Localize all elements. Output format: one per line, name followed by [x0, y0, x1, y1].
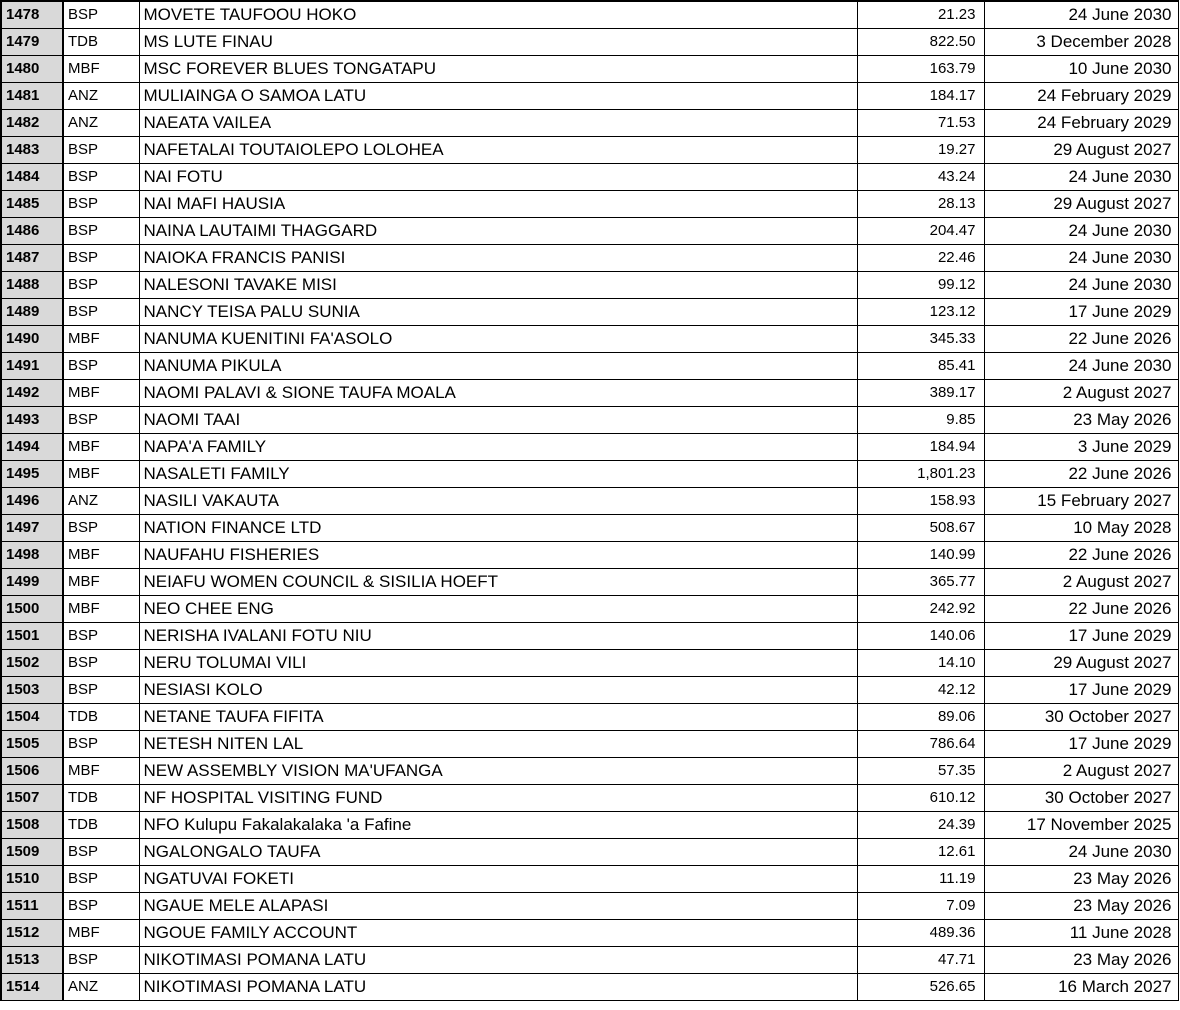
- bank-code-cell: BSP: [63, 893, 139, 920]
- account-name-cell: MULIAINGA O SAMOA LATU: [139, 83, 857, 110]
- table-row: [1, 407, 1178, 434]
- account-name-cell: NALESONI TAVAKE MISI: [139, 272, 857, 299]
- account-name-cell: NGATUVAI FOKETI: [139, 866, 857, 893]
- amount-cell: 19.27: [857, 137, 984, 164]
- row-number-cell: 1486: [1, 218, 63, 245]
- bank-code-cell: MBF: [63, 380, 139, 407]
- table-row: [1, 272, 1178, 299]
- row-number-cell: 1501: [1, 623, 63, 650]
- amount-cell: 1,801.23: [857, 461, 984, 488]
- amount-cell: 9.85: [857, 407, 984, 434]
- table-row: [1, 461, 1178, 488]
- date-cell: 24 June 2030: [984, 245, 1178, 272]
- table-row: [1, 488, 1178, 515]
- row-number-cell: 1508: [1, 812, 63, 839]
- date-cell: 24 February 2029: [984, 110, 1178, 137]
- row-number-cell: 1489: [1, 299, 63, 326]
- bank-code-cell: BSP: [63, 866, 139, 893]
- account-name-cell: NANCY TEISA PALU SUNIA: [139, 299, 857, 326]
- account-name-cell: NASILI VAKAUTA: [139, 488, 857, 515]
- table-row: [1, 29, 1178, 56]
- account-name-cell: NANUMA KUENITINI FA'ASOLO: [139, 326, 857, 353]
- account-name-cell: NIKOTIMASI POMANA LATU: [139, 974, 857, 1001]
- table-row: [1, 758, 1178, 785]
- bank-code-cell: BSP: [63, 245, 139, 272]
- table-row: [1, 515, 1178, 542]
- bank-code-cell: MBF: [63, 326, 139, 353]
- bank-code-cell: BSP: [63, 677, 139, 704]
- bank-code-cell: MBF: [63, 461, 139, 488]
- amount-cell: 11.19: [857, 866, 984, 893]
- date-cell: 30 October 2027: [984, 785, 1178, 812]
- amount-cell: 489.36: [857, 920, 984, 947]
- account-name-cell: NEO CHEE ENG: [139, 596, 857, 623]
- amount-cell: 163.79: [857, 56, 984, 83]
- account-name-cell: NAOMI PALAVI & SIONE TAUFA MOALA: [139, 380, 857, 407]
- table-row: [1, 596, 1178, 623]
- date-cell: 22 June 2026: [984, 596, 1178, 623]
- account-name-cell: NAIOKA FRANCIS PANISI: [139, 245, 857, 272]
- table-row: [1, 245, 1178, 272]
- bank-code-cell: BSP: [63, 731, 139, 758]
- row-number-cell: 1480: [1, 56, 63, 83]
- date-cell: 15 February 2027: [984, 488, 1178, 515]
- bank-code-cell: MBF: [63, 569, 139, 596]
- table-row: [1, 164, 1178, 191]
- table-row: [1, 191, 1178, 218]
- bank-code-cell: BSP: [63, 650, 139, 677]
- account-name-cell: MSC FOREVER BLUES TONGATAPU: [139, 56, 857, 83]
- date-cell: 17 June 2029: [984, 731, 1178, 758]
- amount-cell: 822.50: [857, 29, 984, 56]
- table-row: [1, 731, 1178, 758]
- bank-code-cell: TDB: [63, 704, 139, 731]
- date-cell: 17 November 2025: [984, 812, 1178, 839]
- date-cell: 2 August 2027: [984, 569, 1178, 596]
- date-cell: 24 June 2030: [984, 164, 1178, 191]
- amount-cell: 242.92: [857, 596, 984, 623]
- date-cell: 16 March 2027: [984, 974, 1178, 1001]
- row-number-cell: 1487: [1, 245, 63, 272]
- date-cell: 23 May 2026: [984, 893, 1178, 920]
- table-row: [1, 434, 1178, 461]
- table-row: [1, 920, 1178, 947]
- row-number-cell: 1492: [1, 380, 63, 407]
- date-cell: 24 June 2030: [984, 218, 1178, 245]
- date-cell: 24 June 2030: [984, 1, 1178, 29]
- account-name-cell: NAPA'A FAMILY: [139, 434, 857, 461]
- row-number-cell: 1488: [1, 272, 63, 299]
- account-name-cell: NANUMA PIKULA: [139, 353, 857, 380]
- amount-cell: 123.12: [857, 299, 984, 326]
- row-number-cell: 1514: [1, 974, 63, 1001]
- amount-cell: 14.10: [857, 650, 984, 677]
- row-number-cell: 1484: [1, 164, 63, 191]
- account-name-cell: MS LUTE FINAU: [139, 29, 857, 56]
- table-row: [1, 650, 1178, 677]
- table-row: [1, 569, 1178, 596]
- amount-cell: 12.61: [857, 839, 984, 866]
- amount-cell: 158.93: [857, 488, 984, 515]
- account-name-cell: NFO Kulupu Fakalakalaka 'a Fafine: [139, 812, 857, 839]
- date-cell: 23 May 2026: [984, 947, 1178, 974]
- account-name-cell: NGAUE MELE ALAPASI: [139, 893, 857, 920]
- bank-code-cell: BSP: [63, 407, 139, 434]
- amount-cell: 57.35: [857, 758, 984, 785]
- date-cell: 23 May 2026: [984, 866, 1178, 893]
- row-number-cell: 1478: [1, 1, 63, 29]
- row-number-cell: 1500: [1, 596, 63, 623]
- amount-cell: 508.67: [857, 515, 984, 542]
- account-name-cell: NF HOSPITAL VISITING FUND: [139, 785, 857, 812]
- bank-code-cell: BSP: [63, 299, 139, 326]
- row-number-cell: 1497: [1, 515, 63, 542]
- table-row: [1, 704, 1178, 731]
- account-name-cell: NIKOTIMASI POMANA LATU: [139, 947, 857, 974]
- amount-cell: 140.99: [857, 542, 984, 569]
- amount-cell: 365.77: [857, 569, 984, 596]
- date-cell: 22 June 2026: [984, 461, 1178, 488]
- row-number-cell: 1495: [1, 461, 63, 488]
- row-number-cell: 1505: [1, 731, 63, 758]
- amount-cell: 43.24: [857, 164, 984, 191]
- bank-code-cell: TDB: [63, 812, 139, 839]
- table-body: [1, 1, 1178, 1001]
- account-name-cell: NATION FINANCE LTD: [139, 515, 857, 542]
- account-name-cell: NAI MAFI HAUSIA: [139, 191, 857, 218]
- date-cell: 24 February 2029: [984, 83, 1178, 110]
- table-row: [1, 623, 1178, 650]
- amount-cell: 99.12: [857, 272, 984, 299]
- amount-cell: 47.71: [857, 947, 984, 974]
- bank-code-cell: BSP: [63, 1, 139, 29]
- table-row: [1, 353, 1178, 380]
- table-row: [1, 947, 1178, 974]
- table-row: [1, 677, 1178, 704]
- account-name-cell: NAEATA VAILEA: [139, 110, 857, 137]
- bank-code-cell: ANZ: [63, 110, 139, 137]
- amount-cell: 42.12: [857, 677, 984, 704]
- amount-cell: 389.17: [857, 380, 984, 407]
- amount-cell: 7.09: [857, 893, 984, 920]
- row-number-cell: 1494: [1, 434, 63, 461]
- bank-code-cell: TDB: [63, 29, 139, 56]
- date-cell: 22 June 2026: [984, 542, 1178, 569]
- amount-cell: 85.41: [857, 353, 984, 380]
- amount-cell: 184.17: [857, 83, 984, 110]
- bank-code-cell: MBF: [63, 434, 139, 461]
- date-cell: 17 June 2029: [984, 299, 1178, 326]
- bank-code-cell: MBF: [63, 542, 139, 569]
- table-row: [1, 1, 1178, 29]
- date-cell: 30 October 2027: [984, 704, 1178, 731]
- bank-code-cell: ANZ: [63, 488, 139, 515]
- date-cell: 10 May 2028: [984, 515, 1178, 542]
- row-number-cell: 1482: [1, 110, 63, 137]
- table-row: [1, 839, 1178, 866]
- table-row: [1, 893, 1178, 920]
- row-number-cell: 1506: [1, 758, 63, 785]
- table-row: [1, 380, 1178, 407]
- date-cell: 29 August 2027: [984, 191, 1178, 218]
- table-row: [1, 974, 1178, 1001]
- row-number-cell: 1479: [1, 29, 63, 56]
- amount-cell: 71.53: [857, 110, 984, 137]
- amount-cell: 204.47: [857, 218, 984, 245]
- account-name-cell: NEW ASSEMBLY VISION MA'UFANGA: [139, 758, 857, 785]
- account-name-cell: NEIAFU WOMEN COUNCIL & SISILIA HOEFT: [139, 569, 857, 596]
- bank-code-cell: MBF: [63, 758, 139, 785]
- row-number-cell: 1513: [1, 947, 63, 974]
- account-name-cell: NAFETALAI TOUTAIOLEPO LOLOHEA: [139, 137, 857, 164]
- table-row: [1, 542, 1178, 569]
- date-cell: 24 June 2030: [984, 839, 1178, 866]
- row-number-cell: 1490: [1, 326, 63, 353]
- row-number-cell: 1507: [1, 785, 63, 812]
- date-cell: 2 August 2027: [984, 758, 1178, 785]
- table-row: [1, 137, 1178, 164]
- row-number-cell: 1504: [1, 704, 63, 731]
- date-cell: 29 August 2027: [984, 650, 1178, 677]
- bank-code-cell: BSP: [63, 515, 139, 542]
- bank-code-cell: MBF: [63, 920, 139, 947]
- bank-code-cell: MBF: [63, 596, 139, 623]
- row-number-cell: 1483: [1, 137, 63, 164]
- row-number-cell: 1485: [1, 191, 63, 218]
- bank-code-cell: BSP: [63, 272, 139, 299]
- account-name-cell: MOVETE TAUFOOU HOKO: [139, 1, 857, 29]
- bank-code-cell: BSP: [63, 353, 139, 380]
- amount-cell: 345.33: [857, 326, 984, 353]
- amount-cell: 140.06: [857, 623, 984, 650]
- row-number-cell: 1512: [1, 920, 63, 947]
- account-name-cell: NGOUE FAMILY ACCOUNT: [139, 920, 857, 947]
- date-cell: 24 June 2030: [984, 353, 1178, 380]
- bank-code-cell: BSP: [63, 623, 139, 650]
- bank-code-cell: BSP: [63, 164, 139, 191]
- date-cell: 22 June 2026: [984, 326, 1178, 353]
- table-row: [1, 218, 1178, 245]
- bank-code-cell: BSP: [63, 191, 139, 218]
- table-row: [1, 299, 1178, 326]
- amount-cell: 184.94: [857, 434, 984, 461]
- account-name-cell: NERISHA IVALANI FOTU NIU: [139, 623, 857, 650]
- table-row: [1, 326, 1178, 353]
- table-row: [1, 56, 1178, 83]
- date-cell: 24 June 2030: [984, 272, 1178, 299]
- bank-code-cell: ANZ: [63, 974, 139, 1001]
- account-name-cell: NESIASI KOLO: [139, 677, 857, 704]
- date-cell: 29 August 2027: [984, 137, 1178, 164]
- row-number-cell: 1510: [1, 866, 63, 893]
- bank-code-cell: BSP: [63, 218, 139, 245]
- row-number-cell: 1496: [1, 488, 63, 515]
- bank-code-cell: BSP: [63, 839, 139, 866]
- table-row: [1, 866, 1178, 893]
- table-row: [1, 110, 1178, 137]
- amount-cell: 22.46: [857, 245, 984, 272]
- row-number-cell: 1503: [1, 677, 63, 704]
- row-number-cell: 1499: [1, 569, 63, 596]
- bank-code-cell: BSP: [63, 947, 139, 974]
- account-name-cell: NASALETI FAMILY: [139, 461, 857, 488]
- row-number-cell: 1511: [1, 893, 63, 920]
- account-name-cell: NAI FOTU: [139, 164, 857, 191]
- date-cell: 17 June 2029: [984, 677, 1178, 704]
- account-name-cell: NAINA LAUTAIMI THAGGARD: [139, 218, 857, 245]
- amount-cell: 24.39: [857, 812, 984, 839]
- bank-code-cell: TDB: [63, 785, 139, 812]
- amount-cell: 28.13: [857, 191, 984, 218]
- date-cell: 10 June 2030: [984, 56, 1178, 83]
- date-cell: 2 August 2027: [984, 380, 1178, 407]
- bank-code-cell: BSP: [63, 137, 139, 164]
- account-name-cell: NAOMI TAAI: [139, 407, 857, 434]
- account-name-cell: NETESH NITEN LAL: [139, 731, 857, 758]
- bank-code-cell: ANZ: [63, 83, 139, 110]
- date-cell: 3 December 2028: [984, 29, 1178, 56]
- row-number-cell: 1491: [1, 353, 63, 380]
- table-row: [1, 83, 1178, 110]
- table-row: [1, 785, 1178, 812]
- date-cell: 17 June 2029: [984, 623, 1178, 650]
- row-number-cell: 1481: [1, 83, 63, 110]
- bank-code-cell: MBF: [63, 56, 139, 83]
- date-cell: 3 June 2029: [984, 434, 1178, 461]
- date-cell: 23 May 2026: [984, 407, 1178, 434]
- date-cell: 11 June 2028: [984, 920, 1178, 947]
- row-number-cell: 1493: [1, 407, 63, 434]
- table-row: [1, 812, 1178, 839]
- account-name-cell: NAUFAHU FISHERIES: [139, 542, 857, 569]
- amount-cell: 786.64: [857, 731, 984, 758]
- amount-cell: 526.65: [857, 974, 984, 1001]
- row-number-cell: 1502: [1, 650, 63, 677]
- amount-cell: 89.06: [857, 704, 984, 731]
- account-name-cell: NERU TOLUMAI VILI: [139, 650, 857, 677]
- amount-cell: 21.23: [857, 1, 984, 29]
- row-number-cell: 1498: [1, 542, 63, 569]
- account-name-cell: NGALONGALO TAUFA: [139, 839, 857, 866]
- row-number-cell: 1509: [1, 839, 63, 866]
- amount-cell: 610.12: [857, 785, 984, 812]
- account-name-cell: NETANE TAUFA FIFITA: [139, 704, 857, 731]
